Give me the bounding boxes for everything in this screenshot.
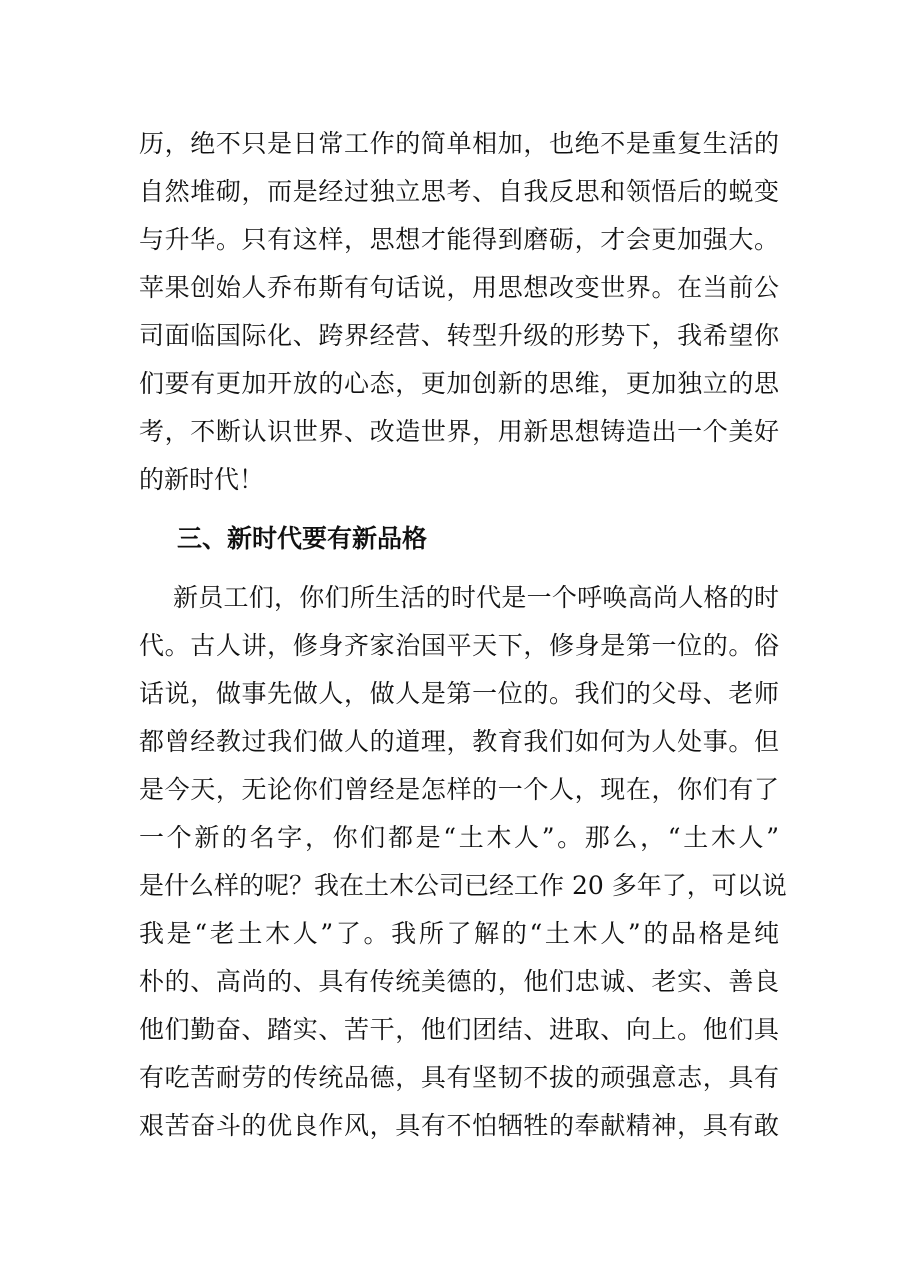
paragraph-line: 话说，做事先做人，做人是第一位的。我们的父母、老师 — [139, 679, 779, 708]
paragraph-line: 与升华。只有这样，思想才能得到磨砺，才会更加强大。 — [139, 225, 779, 254]
paragraph-line: 的新时代！ — [139, 465, 265, 494]
paragraph-line: 苹果创始人乔布斯有句话说，用思想改变世界。在当前公 — [139, 273, 779, 302]
paragraph-line: 朴的、高尚的、具有传统美德的，他们忠诚、老实、善良 — [139, 967, 779, 996]
paragraph-line: 历，绝不只是日常工作的简单相加，也绝不是重复生活的 — [139, 129, 779, 158]
paragraph-line: 考，不断认识世界、改造世界，用新思想铸造出一个美好 — [139, 417, 779, 446]
paragraph-line: 他们勤奋、踏实、苦干，他们团结、进取、向上。他们具 — [139, 1015, 779, 1044]
paragraph-line: 是今天，无论你们曾经是怎样的一个人，现在，你们有了 — [139, 775, 779, 804]
paragraph-line: 都曾经教过我们做人的道理，教育我们如何为人处事。但 — [139, 727, 779, 756]
paragraph-line: 新员工们，你们所生活的时代是一个呼唤高尚人格的时 — [173, 583, 779, 612]
paragraph-line: 司面临国际化、跨界经营、转型升级的形势下，我希望你 — [139, 321, 779, 350]
paragraph-line: 一个新的名字，你们都是“土木人”。那么，“土木人” — [139, 823, 779, 852]
paragraph-line: 是什么样的呢？我在土木公司已经工作 20 多年了，可以说 — [139, 871, 787, 900]
section-heading: 三、新时代要有新品格 — [177, 524, 428, 553]
paragraph-line: 有吃苦耐劳的传统品德，具有坚韧不拔的顽强意志，具有 — [139, 1063, 779, 1092]
paragraph-line: 们要有更加开放的心态，更加创新的思维，更加独立的思 — [139, 369, 779, 398]
paragraph-line: 艰苦奋斗的优良作风，具有不怕牺牲的奉献精神，具有敢 — [139, 1111, 779, 1140]
paragraph-line: 自然堆砌，而是经过独立思考、自我反思和领悟后的蜕变 — [139, 177, 779, 206]
paragraph-line: 我是“老土木人”了。我所了解的“土木人”的品格是纯 — [139, 919, 779, 948]
paragraph-line: 代。古人讲，修身齐家治国平天下，修身是第一位的。俗 — [139, 631, 779, 660]
